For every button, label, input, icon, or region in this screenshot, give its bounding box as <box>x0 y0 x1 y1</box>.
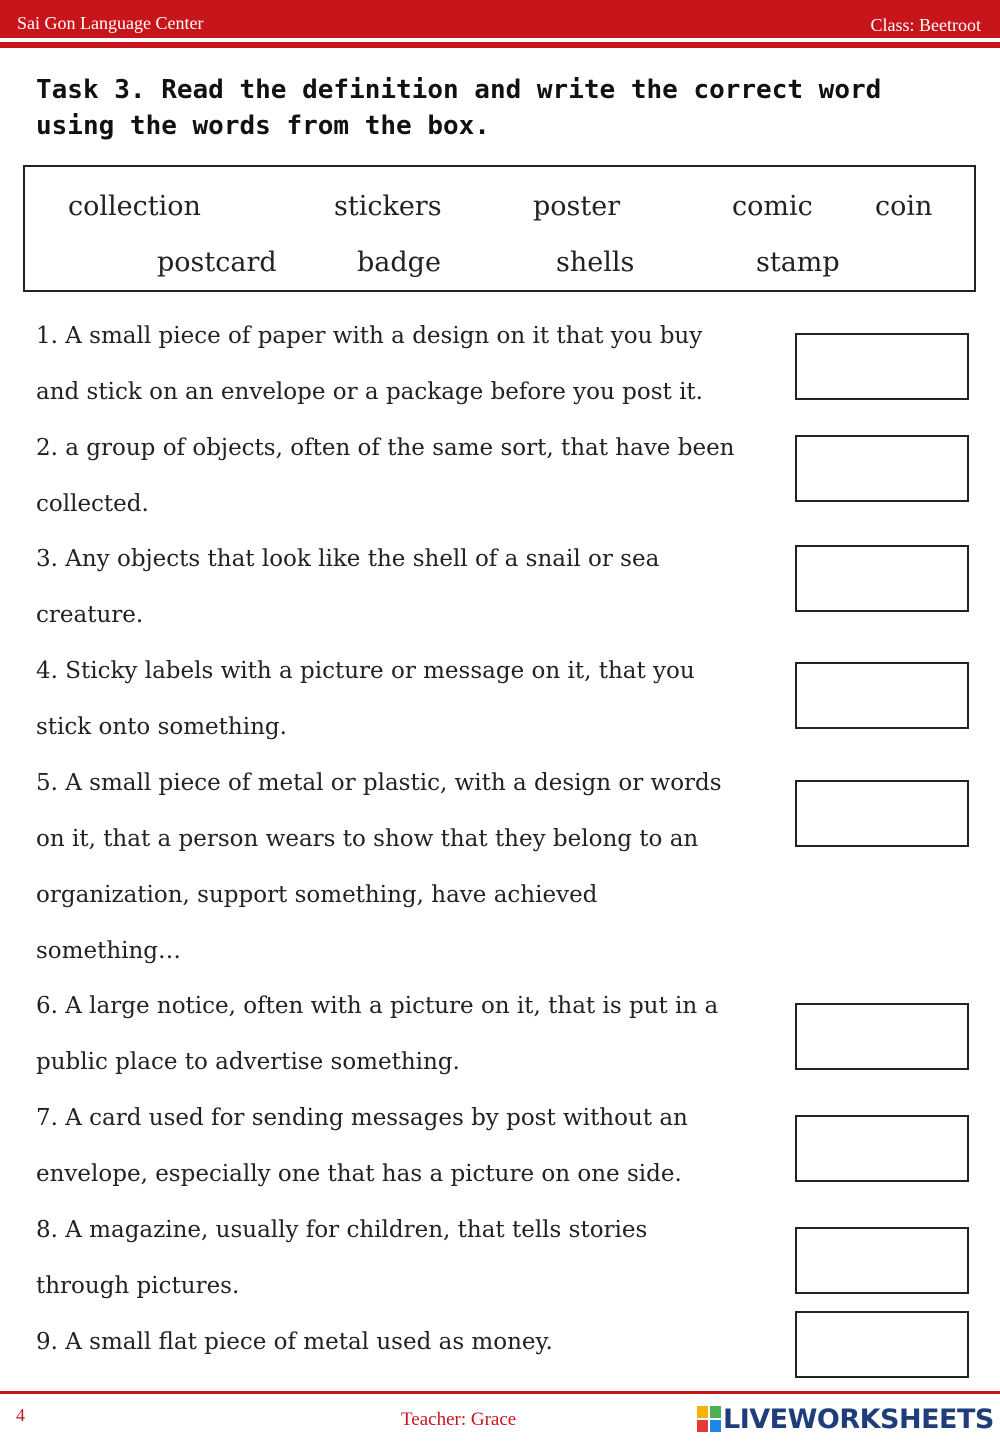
word-poster: poster <box>533 191 621 222</box>
answer-box-8[interactable] <box>795 1227 969 1294</box>
word-stamp: stamp <box>756 247 840 278</box>
question-5-line-2: on it, that a person wears to show that they belong to an <box>36 826 699 852</box>
question-6 <box>36 978 718 1090</box>
word-stickers: stickers <box>334 191 442 222</box>
answer-box-4[interactable] <box>795 662 969 729</box>
question-3-line-2: creature. <box>36 602 144 628</box>
liveworksheets-logo-icon <box>697 1406 721 1433</box>
question-9 <box>36 1314 553 1370</box>
word-shells: shells <box>556 247 635 278</box>
question-5 <box>36 755 722 979</box>
word-comic: comic <box>732 191 813 222</box>
question-2-line-2: collected. <box>36 491 149 517</box>
question-9-line-1: 9. A small flat piece of metal used as money. <box>36 1329 553 1355</box>
class-label: Class: Beetroot <box>870 15 981 35</box>
question-8 <box>36 1202 647 1314</box>
question-8-line-2: through pictures. <box>36 1273 240 1299</box>
answer-box-2[interactable] <box>795 435 969 502</box>
task-title <box>36 72 936 144</box>
question-5-line-3: organization, support something, have achieved <box>36 882 598 908</box>
footer-divider <box>0 1391 1000 1394</box>
question-7 <box>36 1090 688 1202</box>
answer-box-1[interactable] <box>795 333 969 400</box>
header-divider <box>0 42 1000 48</box>
question-3 <box>36 531 659 643</box>
word-box <box>23 165 976 292</box>
page-number: 4 <box>16 1405 25 1425</box>
question-2 <box>36 420 735 532</box>
question-1-line-1: 1. A small piece of paper with a design on it that you buy <box>36 323 703 349</box>
question-5-line-1: 5. A small piece of metal or plastic, with a design or words <box>36 770 722 796</box>
question-4-line-1: 4. Sticky labels with a picture or message on it, that you <box>36 658 695 684</box>
answer-box-5[interactable] <box>795 780 969 847</box>
question-1-line-2: and stick on an envelope or a package before you post it. <box>36 379 703 405</box>
task-title-line-2: using the words from the box. <box>36 111 490 141</box>
question-4-line-2: stick onto something. <box>36 714 287 740</box>
answer-box-6[interactable] <box>795 1003 969 1070</box>
question-7-line-1: 7. A card used for sending messages by post without an <box>36 1105 688 1131</box>
question-5-line-4: something… <box>36 938 182 964</box>
question-7-line-2: envelope, especially one that has a picture on one side. <box>36 1161 682 1187</box>
teacher-name: Teacher: Grace <box>401 1409 517 1430</box>
liveworksheets-logo-text: LIVEWORKSHEETS <box>723 1404 994 1435</box>
liveworksheets-logo <box>697 1404 994 1435</box>
word-collection: collection <box>68 191 201 222</box>
question-8-line-1: 8. A magazine, usually for children, that tells stories <box>36 1217 648 1243</box>
question-3-line-1: 3. Any objects that look like the shell of a snail or sea <box>36 546 660 572</box>
answer-box-9[interactable] <box>795 1311 969 1378</box>
task-title-line-1: Task 3. Read the definition and write the correct word <box>36 75 882 105</box>
question-6-line-1: 6. A large notice, often with a picture on it, that is put in a <box>36 993 719 1019</box>
question-1 <box>36 308 703 420</box>
question-2-line-1: 2. a group of objects, often of the same sort, that have been <box>36 435 735 461</box>
word-postcard: postcard <box>157 247 277 278</box>
question-4 <box>36 643 695 755</box>
answer-box-3[interactable] <box>795 545 969 612</box>
question-6-line-2: public place to advertise something. <box>36 1049 460 1075</box>
center-name: Sai Gon Language Center <box>17 13 204 33</box>
word-badge: badge <box>357 247 441 278</box>
answer-box-7[interactable] <box>795 1115 969 1182</box>
word-coin: coin <box>875 191 933 222</box>
